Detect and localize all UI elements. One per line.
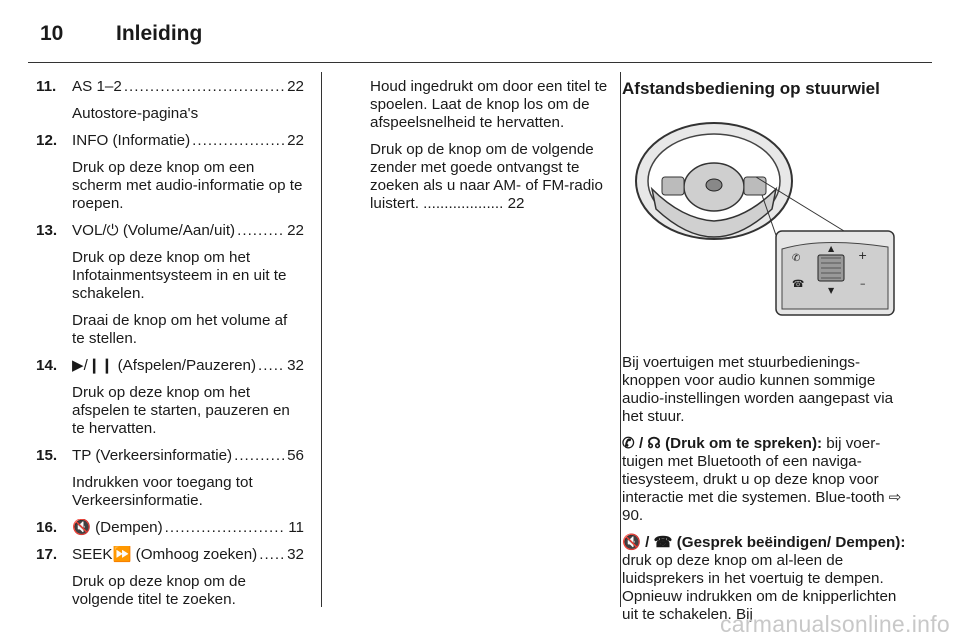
item-entry <box>72 447 304 465</box>
control-item <box>36 519 304 537</box>
paragraph-voice-button <box>622 435 907 525</box>
control-item <box>36 546 304 564</box>
header-divider <box>28 62 932 63</box>
item-entry <box>72 78 304 96</box>
item-entry <box>72 519 304 537</box>
steering-wheel-illustration <box>622 109 902 319</box>
paragraph-fast-forward: Houd ingedrukt om door een titel te spoelen. Laat de knop los om de afspeelsnelheid te hervatten. <box>370 78 608 131</box>
svg-text:–: – <box>860 277 866 290</box>
chapter-title: Inleiding <box>116 22 203 45</box>
item-label: SEEK⏩ (Omhoog zoeken) <box>72 546 258 563</box>
item-number: 12. <box>36 132 58 149</box>
voice-button-label: ✆ / ☊ (Druk om te spreken): <box>622 435 823 452</box>
item-description: Druk op deze knop om een scherm met audio-informatie op te roepen. <box>72 159 303 212</box>
leader-dots <box>258 357 285 375</box>
svg-text:✆: ✆ <box>792 253 801 264</box>
control-item <box>36 357 304 375</box>
item-label: ▶/❙❙ (Afspelen/Pauzeren) <box>72 357 257 374</box>
mute-button-text: druk op deze knop om al-leen de luidsprekers in het voertuig te dempen. Opnieuw indrukken om de knipperlichten uit te schakelen. Bij <box>622 552 897 623</box>
control-item <box>36 447 304 465</box>
item-description: Draai de knop om het volume af te stellen. <box>72 312 288 347</box>
item-description: Autostore-pagina's <box>72 105 199 122</box>
paragraph-intro: Bij voertuigen met stuurbedienings-knoppen voor audio kunnen sommige audio-instellingen worden aangepast via het stuur. <box>622 354 894 425</box>
column-three <box>622 78 907 633</box>
item-number: 15. <box>36 447 58 464</box>
item-label: VOL/⏻ (Volume/Aan/uit) <box>72 222 236 239</box>
leader-dots <box>165 519 287 537</box>
paragraph-seek-radio: Druk op de knop om de volgende zender met goede ontvangst te zoeken als u naar AM- of FM-radio luistert. ................... 22 <box>370 141 603 212</box>
leader-dots <box>237 222 285 240</box>
item-description: Druk op deze knop om het afspelen te starten, pauzeren en te hervatten. <box>72 384 290 437</box>
item-page-ref: 32 <box>287 357 304 374</box>
watermark: carmanualsonline.info <box>719 611 950 637</box>
leader-dots <box>234 447 285 465</box>
item-number: 16. <box>36 519 58 536</box>
leader-dots <box>192 132 285 150</box>
item-description: Druk op deze knop om het Infotainmentsysteem in en uit te schakelen. <box>72 249 287 302</box>
column-two <box>370 78 610 222</box>
item-label: INFO (Informatie) <box>72 132 191 149</box>
item-page-ref: 11 <box>288 519 304 536</box>
voice-button-text: bij voer-tuigen met Bluetooth of een naviga-tiesysteem, drukt u op deze knop voor interactie met die systemen. Blue-tooth ⇨ 90. <box>622 435 902 524</box>
item-number: 17. <box>36 546 58 563</box>
page-header <box>28 18 932 62</box>
section-heading: Afstandsbediening op stuurwiel <box>622 79 880 98</box>
item-entry <box>72 132 304 150</box>
leader-dots <box>259 546 285 564</box>
item-description: Indrukken voor toegang tot Verkeersinformatie. <box>72 474 253 509</box>
item-label: TP (Verkeersinformatie) <box>72 447 233 464</box>
item-label: AS 1–2 <box>72 78 122 95</box>
item-label: 🔇 (Dempen) <box>72 519 163 536</box>
svg-text:+: + <box>858 249 868 262</box>
svg-text:▼: ▼ <box>828 286 835 295</box>
item-page-ref: 32 <box>287 546 304 563</box>
item-number: 11. <box>36 78 57 95</box>
svg-text:☎: ☎ <box>792 279 805 290</box>
item-entry <box>72 546 304 564</box>
control-item <box>36 78 304 96</box>
page-number: 10 <box>40 22 64 45</box>
column-divider-1 <box>321 72 322 607</box>
item-entry <box>72 222 304 240</box>
leader-dots <box>124 78 285 96</box>
item-page-ref: 56 <box>287 447 304 464</box>
item-description: Druk op deze knop om de volgende titel te zoeken. <box>72 573 246 608</box>
item-page-ref: 22 <box>287 132 304 149</box>
item-entry <box>72 357 304 375</box>
mute-button-label: 🔇 / ☎ (Gesprek beëindigen/ Dempen): <box>622 534 906 551</box>
svg-text:▲: ▲ <box>828 244 835 253</box>
item-number: 13. <box>36 222 58 239</box>
item-number: 14. <box>36 357 58 374</box>
control-list <box>36 78 304 618</box>
item-page-ref: 22 <box>287 222 304 239</box>
control-item <box>36 222 304 240</box>
column-divider-2 <box>620 72 621 607</box>
item-page-ref: 22 <box>287 78 304 95</box>
control-item <box>36 132 304 150</box>
